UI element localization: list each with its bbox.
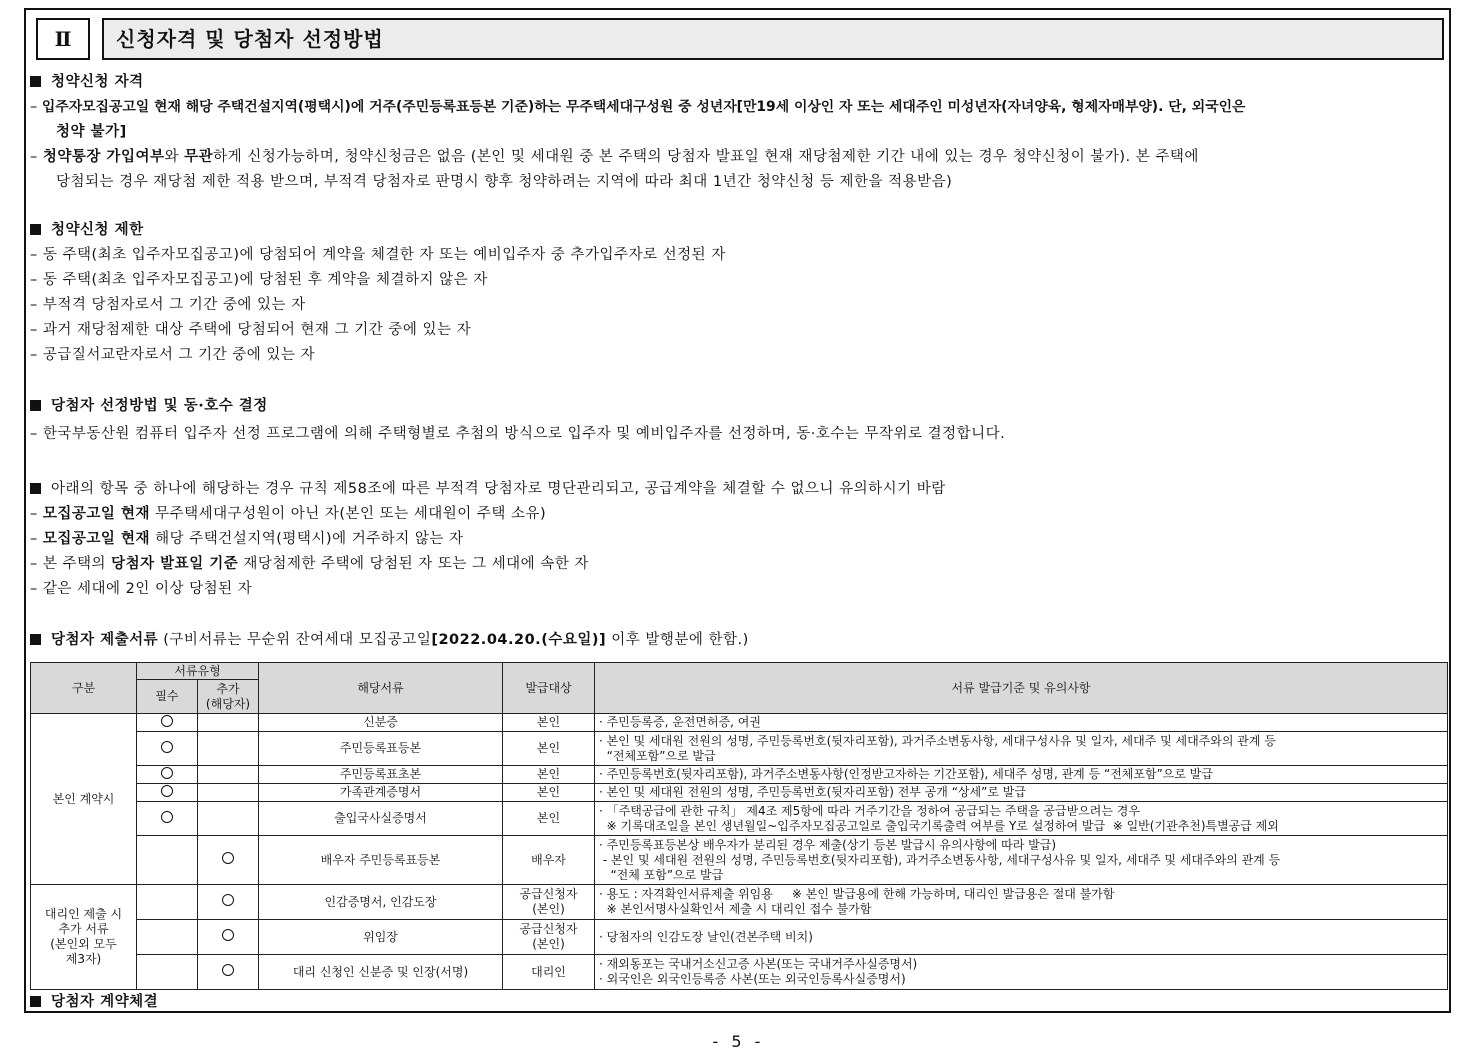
- square-bullet-icon: [30, 634, 41, 645]
- section-title: 신청자격 및 당첨자 선정방법: [102, 18, 1444, 60]
- documents-heading-block: [30, 628, 1439, 653]
- header-criteria: 서류 발급기준 및 유의사항: [595, 663, 1448, 714]
- list-item: – 공급질서교란자로서 그 기간 중에 있는 자: [30, 347, 316, 363]
- table-row: 대리 신청인 신분증 및 인장(서명) 대리인 · 재외동포는 국내거소신고증 사본(또는 국내거주사실증명서) · 외국인은 외국인등록증 사본(또는 외국인등록사실증명서): [31, 955, 1448, 990]
- square-bullet-icon: [30, 400, 41, 411]
- additional-circle-icon: [222, 964, 234, 976]
- section-header: [36, 18, 1444, 60]
- table-row: 출입국사실증명서 본인 · 「주택공급에 관한 규칙」 제4조 제5항에 따라 거주기간을 정하여 공급되는 주택을 공급받으려는 경우 ※ 기록대조일을 본인 생년월일~입주자모집공고일로 출입국기록출력 여부를 Y로 설정하여 발급 ※ 일반(기관추천)특별공급 제외: [31, 802, 1448, 836]
- header-category: 구분: [31, 663, 137, 714]
- qualification-item-2-cont: 당첨되는 경우 재당첨 제한 적용 받으며, 부적격 당첨자로 판명시 향후 청약하려는 지역에 따라 최대 1년간 청약신청 등 제한을 적용받음): [56, 174, 953, 190]
- table-row: 주민등록표등본 본인 · 본인 및 세대원 전원의 성명, 주민등록번호(뒷자리포함), 과거주소변동사항, 세대구성사유 및 일자, 세대주 및 세대주와의 관계 등 “전체포함”으로 발급: [31, 732, 1448, 766]
- list-item: – 부적격 당첨자로서 그 기간 중에 있는 자: [30, 297, 306, 313]
- header-issuer: 발급대상: [503, 663, 595, 714]
- section-number: Ⅱ: [36, 18, 90, 60]
- contract-heading: 당첨자 계약체결: [30, 990, 1439, 1015]
- required-circle-icon: [161, 741, 173, 753]
- list-item: – 같은 세대에 2인 이상 당첨된 자: [30, 581, 253, 597]
- documents-heading: 당첨자 제출서류 (구비서류는 무순위 잔여세대 모집공고일[2022.04.20.(수요일)] 이후 발행분에 한함.): [30, 628, 1439, 653]
- square-bullet-icon: [30, 76, 41, 87]
- table-row: 배우자 주민등록표등본 배우자 · 주민등록표등본상 배우자가 분리된 경우 제출(상기 등본 발급시 유의사항에 따라 발급) - 본인 및 세대원 전원의 성명, 주민등록번호(뒷자리포함), 과거주소변동사항, 세대구성사유 및 일자, 세대주 및 세대주와의 관계 등 “전체 포함”으로 발급: [31, 836, 1448, 885]
- list-item: – 본 주택의 당첨자 발표일 기준 재당첨제한 주택에 당첨된 자 또는 그 세대에 속한 자: [30, 556, 589, 572]
- list-item: – 동 주택(최초 입주자모집공고)에 당첨된 후 계약을 체결하지 않은 자: [30, 272, 488, 288]
- qualification-heading: 청약신청 자격: [30, 70, 1439, 95]
- additional-circle-icon: [222, 852, 234, 864]
- restriction-heading: 청약신청 제한: [30, 218, 1439, 243]
- table-row: 대리인 제출 시 추가 서류 (본인외 모두 제3자) 인감증명서, 인감도장 공급신청자 (본인) · 용도 : 자격확인서류제출 위임용 ※ 본인 발급용에 한해 가능하며, 대리인 발급용은 절대 불가함 ※ 본인서명사실확인서 제출 시 대리인 접수 불가함: [31, 885, 1448, 920]
- header-additional: 추가 (해당자): [198, 680, 259, 714]
- square-bullet-icon: [30, 996, 41, 1007]
- square-bullet-icon: [30, 224, 41, 235]
- selection-heading: 당첨자 선정방법 및 동·호수 결정: [30, 394, 1439, 419]
- header-required: 필수: [137, 680, 198, 714]
- table-row: 본인 계약시 신분증 본인 · 주민등록증, 운전면허증, 여권: [31, 714, 1448, 732]
- group-proxy: 대리인 제출 시 추가 서류 (본인외 모두 제3자): [31, 885, 137, 990]
- ineligible-heading: 아래의 항목 중 하나에 해당하는 경우 규칙 제58조에 따른 부적격 당첨자로 명단관리되고, 공급계약을 체결할 수 없으니 유의하시기 바람: [30, 477, 1439, 502]
- ineligible-block: [30, 477, 1439, 602]
- list-item: – 과거 재당첨제한 대상 주택에 당첨되어 현재 그 기간 중에 있는 자: [30, 322, 472, 338]
- restriction-block: [30, 218, 1439, 368]
- required-circle-icon: [161, 715, 173, 727]
- selection-block: [30, 394, 1439, 449]
- table-row: 주민등록표초본 본인 · 주민등록번호(뒷자리포함), 과거주소변동사항(인정받고자하는 기간포함), 세대주 성명, 관계 등 “전체포함”으로 발급: [31, 766, 1448, 784]
- documents-table: [30, 662, 1448, 990]
- header-doc-type: 서류유형: [137, 663, 259, 680]
- group-self-contract: 본인 계약시: [31, 714, 137, 885]
- additional-circle-icon: [222, 929, 234, 941]
- additional-circle-icon: [222, 894, 234, 906]
- required-circle-icon: [161, 811, 173, 823]
- selection-text: – 한국부동산원 컴퓨터 입주자 선정 프로그램에 의해 주택형별로 추첨의 방식으로 입주자 및 예비입주자를 선정하며, 동·호수는 무작위로 결정합니다.: [30, 426, 1006, 442]
- qualification-item-1: – 입주자모집공고일 현재 해당 주택건설지역(평택시)에 거주(주민등록표등본 기준)하는 무주택세대구성원 중 성년자[만19세 이상인 자 또는 세대주인 미성년자(자녀양육, 형제자매부양). 단, 외국인은: [30, 99, 1246, 115]
- page-number: - 5 -: [712, 1032, 765, 1051]
- square-bullet-icon: [30, 483, 41, 494]
- table-row: 가족관계증명서 본인 · 본인 및 세대원 전원의 성명, 주민등록번호(뒷자리포함) 전부 공개 “상세”로 발급: [31, 784, 1448, 802]
- table-row: 위임장 공급신청자 (본인) · 당첨자의 인감도장 날인(견본주택 비치): [31, 920, 1448, 955]
- contract-block: [30, 990, 1439, 1015]
- required-circle-icon: [161, 785, 173, 797]
- required-circle-icon: [161, 767, 173, 779]
- document-frame: [24, 8, 1451, 1013]
- qualification-item-2: – 청약통장 가입여부와 무관하게 신청가능하며, 청약신청금은 없음 (본인 및 세대원 중 본 주택의 당첨자 발표일 현재 재당첨제한 기간 내에 있는 경우 청약신청이 불가). 본 주택에: [30, 149, 1199, 165]
- list-item: – 동 주택(최초 입주자모집공고)에 당첨되어 계약을 체결한 자 또는 예비입주자 중 추가입주자로 선정된 자: [30, 247, 726, 263]
- qualification-item-1-cont: 청약 불가]: [56, 124, 127, 140]
- list-item: – 모집공고일 현재 무주택세대구성원이 아닌 자(본인 또는 세대원이 주택 소유): [30, 506, 547, 522]
- list-item: – 모집공고일 현재 해당 주택건설지역(평택시)에 거주하지 않는 자: [30, 531, 464, 547]
- qualification-block: [30, 70, 1439, 195]
- header-document: 해당서류: [259, 663, 503, 714]
